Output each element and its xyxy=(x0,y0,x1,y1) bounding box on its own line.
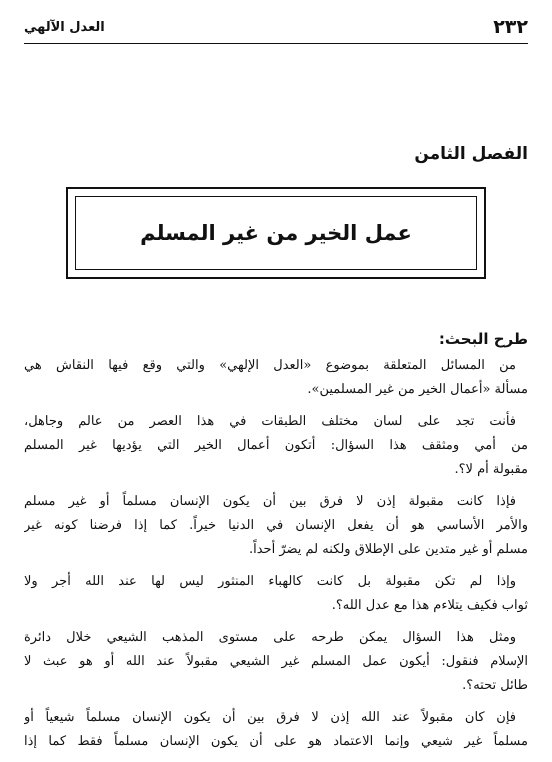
paragraph xyxy=(24,490,528,562)
paragraph-line: من المسائل المتعلقة بموضوع «العدل الإلهي» والتي وقع فيها النقاش هي xyxy=(24,358,516,373)
header-rule xyxy=(24,43,528,44)
paragraph-line: طائل تحته؟. xyxy=(462,678,528,693)
chapter-title-frame xyxy=(66,187,486,279)
paragraph-line: مسلماً غير شيعي وإنما الاعتماد هو على أن يكون الإنسان مسلماً فقط كما إذا xyxy=(24,734,528,749)
paragraph-line: مسلم أو غير متدين على الإطلاق ولكنه لم يضرّ أحداً. xyxy=(248,542,528,557)
paragraph-line: الإسلام فنقول: أيكون عمل المسلم غير الشيعي مقبولاً عند الله أو هو عبث لا xyxy=(24,654,528,669)
paragraph-line: وإذا لم تكن مقبولة بل كانت كالهباء المنثور ليس لها عند الله أجر ولا xyxy=(24,574,516,589)
chapter-title-inner-frame xyxy=(75,196,477,270)
paragraph-line: فأنت تجد على لسان مختلف الطبقات في هذا العصر من عالم وجاهل، xyxy=(24,414,516,429)
paragraph-line: فإذا كانت مقبولة إذن لا فرق بين أن يكون الإنسان مسلماً أو غير مسلم xyxy=(24,494,516,509)
section-heading: طرح البحث: xyxy=(438,330,528,348)
paragraph-line: والأمر الأساسي هو أن يفعل الإنسان في الدنيا خيراً. كما إذا فرضنا كونه غير xyxy=(24,518,528,533)
body-text xyxy=(24,354,528,762)
book-page xyxy=(24,12,528,752)
paragraph xyxy=(24,626,528,698)
paragraph-line: من أمي ومثقف هذا السؤال: أتكون أعمال الخير التي يؤديها غير المسلم xyxy=(24,438,528,453)
paragraph xyxy=(24,410,528,482)
paragraph-line: ثواب فكيف يتلاءم هذا مع عدل الله؟. xyxy=(331,598,528,613)
chapter-label: الفصل الثامن xyxy=(414,144,528,164)
page-number: ٢٣٢ xyxy=(493,16,528,38)
paragraph-line: ومثل هذا السؤال يمكن طرحه على مستوى المذهب الشيعي خلال دائرة xyxy=(24,630,516,645)
paragraph xyxy=(24,570,528,618)
chapter-title: عمل الخير من غير المسلم xyxy=(140,221,412,245)
paragraph-line: مقبولة أم لا؟. xyxy=(454,462,528,477)
page-header xyxy=(24,12,528,42)
paragraph xyxy=(24,354,528,402)
running-title: العدل الآلهي xyxy=(24,19,105,35)
paragraph xyxy=(24,706,528,754)
paragraph-line: فإن كان مقبولاً عند الله إذن لا فرق بين أن يكون الإنسان مسلماً شيعياً أو xyxy=(24,710,516,725)
paragraph-line: مسألة «أعمال الخير من غير المسلمين». xyxy=(307,382,528,397)
